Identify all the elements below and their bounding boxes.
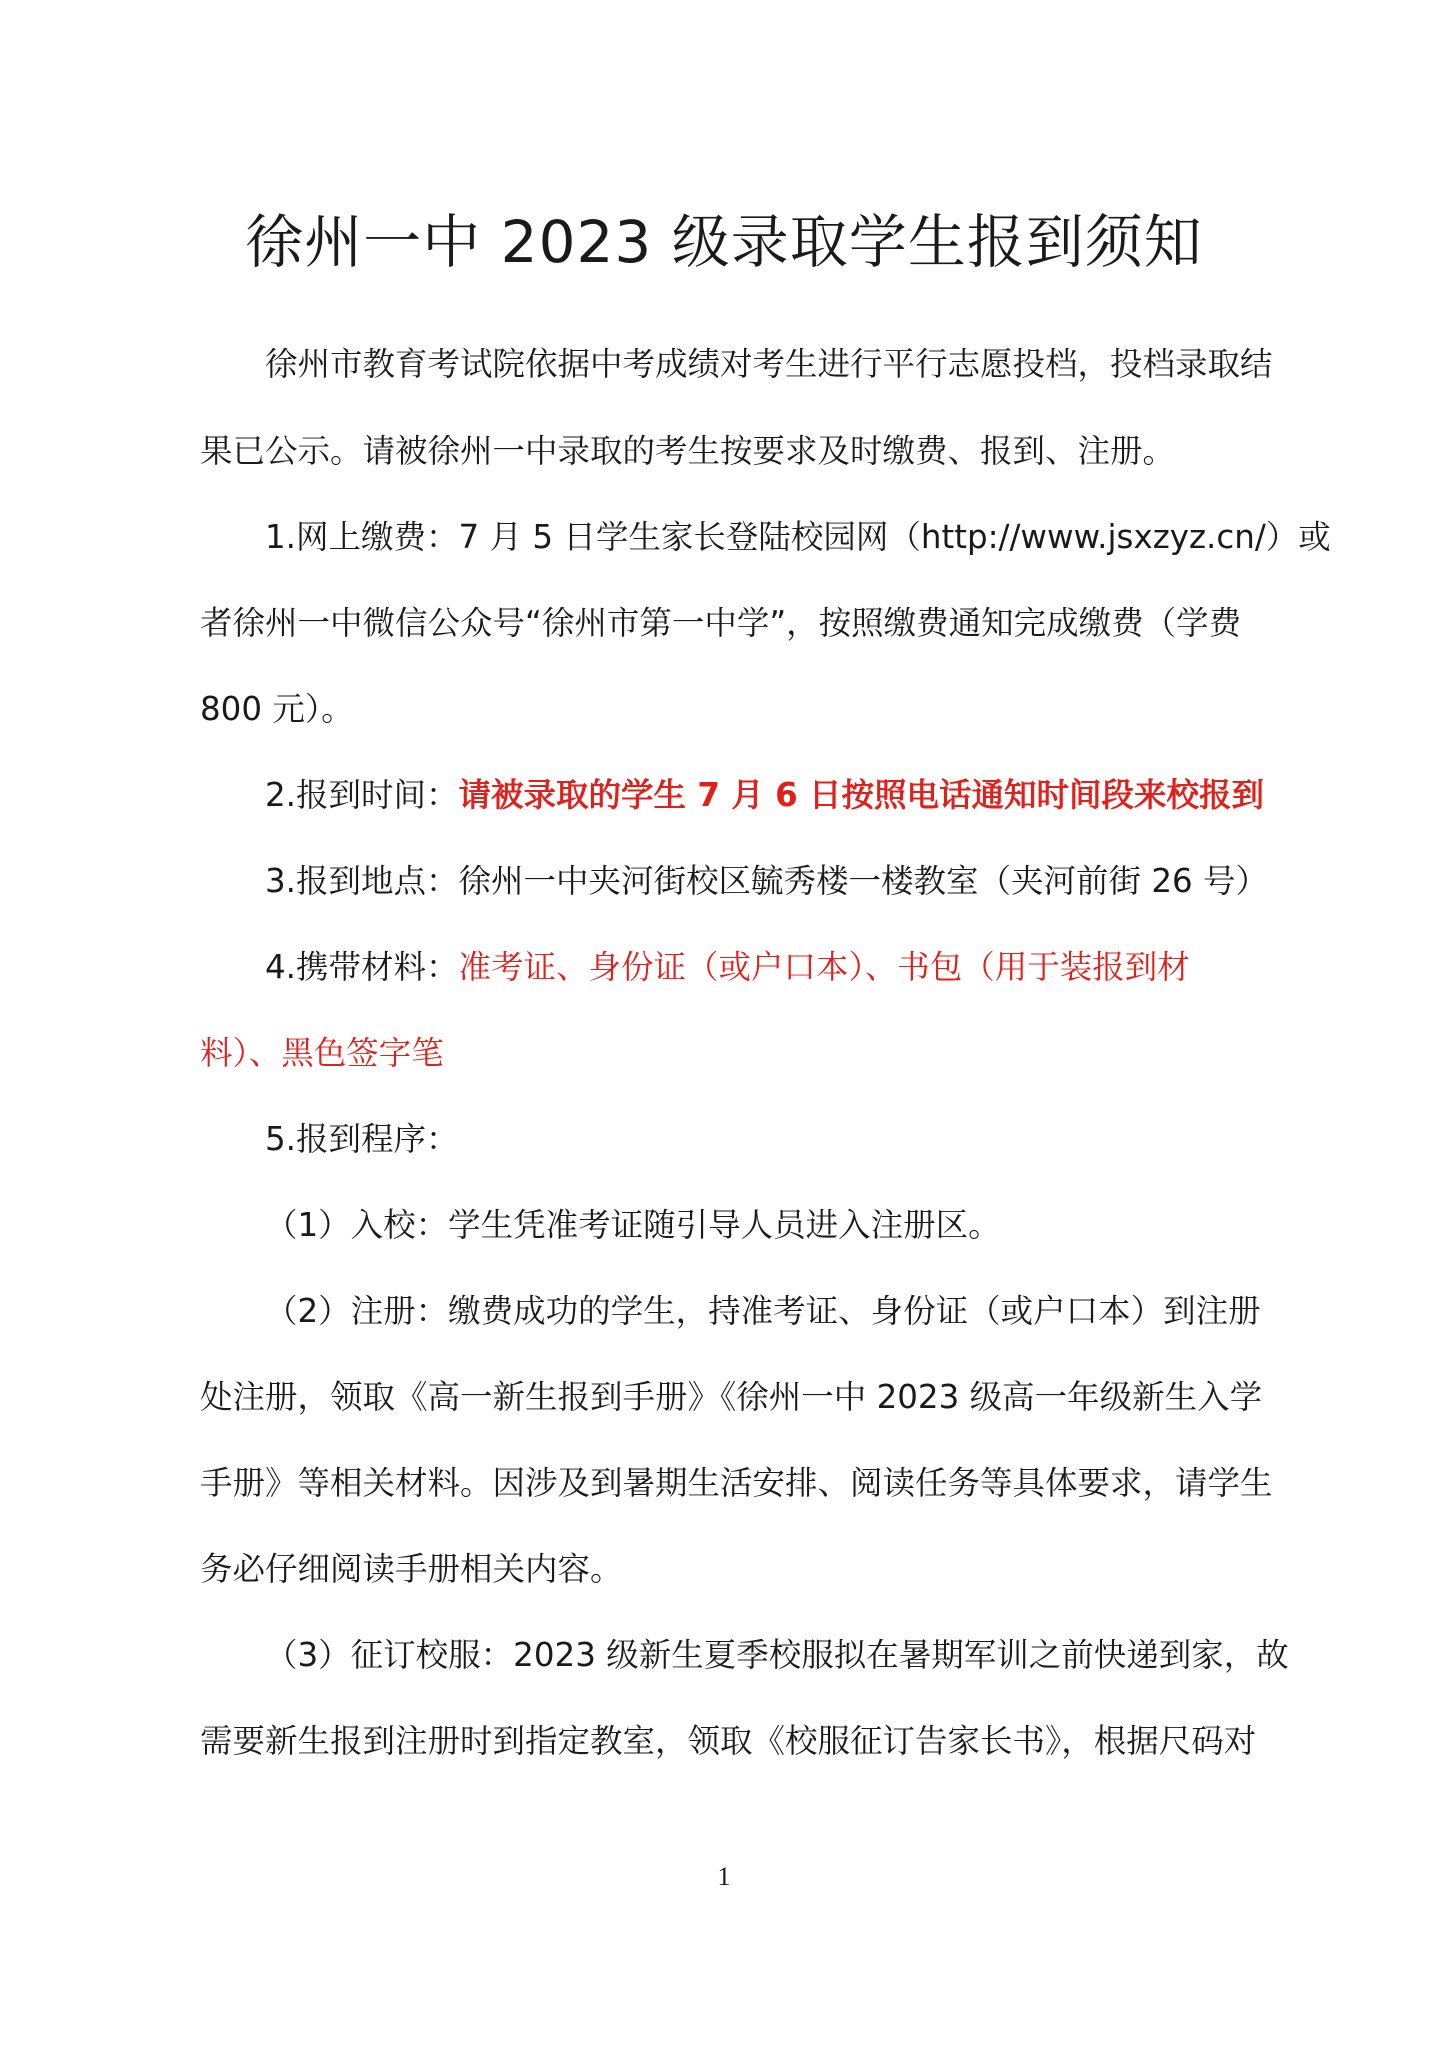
item1-line-3: 800 元）。 xyxy=(200,690,354,728)
item4-value-1: 准考证、身份证（或户口本）、书包（用于装报到材 xyxy=(458,948,1190,986)
step3-line-2: 需要新生报到注册时到指定教室，领取《校服征订告家长书》，根据尺码对 xyxy=(200,1722,1257,1760)
step1-line: （1）入校：学生凭准考证随引导人员进入注册区。 xyxy=(265,1206,1001,1244)
item3-line: 3.报到地点：徐州一中夹河街校区毓秀楼一楼教室（夹河前街 26 号） xyxy=(265,862,1269,900)
document-title: 徐州一中 2023 级录取学生报到须知 xyxy=(245,208,1203,276)
item2-label: 2.报到时间： xyxy=(265,776,459,814)
item2-line xyxy=(265,772,1385,818)
page-number: 1 xyxy=(717,1862,731,1891)
item2-value: 请被录取的学生 7 月 6 日按照电话通知时间段来校报到 xyxy=(458,776,1265,814)
step3-line-1: （3）征订校服：2023 级新生夏季校服拟在暑期军训之前快递到家，故 xyxy=(265,1636,1289,1674)
step2-line-1: （2）注册：缴费成功的学生，持准考证、身份证（或户口本）到注册 xyxy=(265,1292,1261,1330)
step2-line-2: 处注册，领取《高一新生报到手册》《徐州一中 2023 级高一年级新生入学 xyxy=(200,1378,1263,1416)
step2-line-4: 务必仔细阅读手册相关内容。 xyxy=(200,1550,623,1588)
item4-line-1 xyxy=(265,944,1385,990)
item5-label: 5.报到程序： xyxy=(265,1120,459,1158)
item1-line-1: 1.网上缴费：7 月 5 日学生家长登陆校园网（http://www.jsxzyz.cn/）或 xyxy=(265,518,1331,556)
intro-line-1: 徐州市教育考试院依据中考成绩对考生进行平行志愿投档，投档录取结 xyxy=(265,345,1273,383)
step2-line-3: 手册》等相关材料。因涉及到暑期生活安排、阅读任务等具体要求，请学生 xyxy=(200,1464,1273,1502)
item4-label: 4.携带材料： xyxy=(265,948,459,986)
intro-line-2: 果已公示。请被徐州一中录取的考生按要求及时缴费、报到、注册。 xyxy=(200,432,1176,470)
item1-line-2: 者徐州一中微信公众号“徐州市第一中学”，按照缴费通知完成缴费（学费 xyxy=(200,604,1242,642)
item4-value-2: 料）、黑色签字笔 xyxy=(200,1034,444,1072)
